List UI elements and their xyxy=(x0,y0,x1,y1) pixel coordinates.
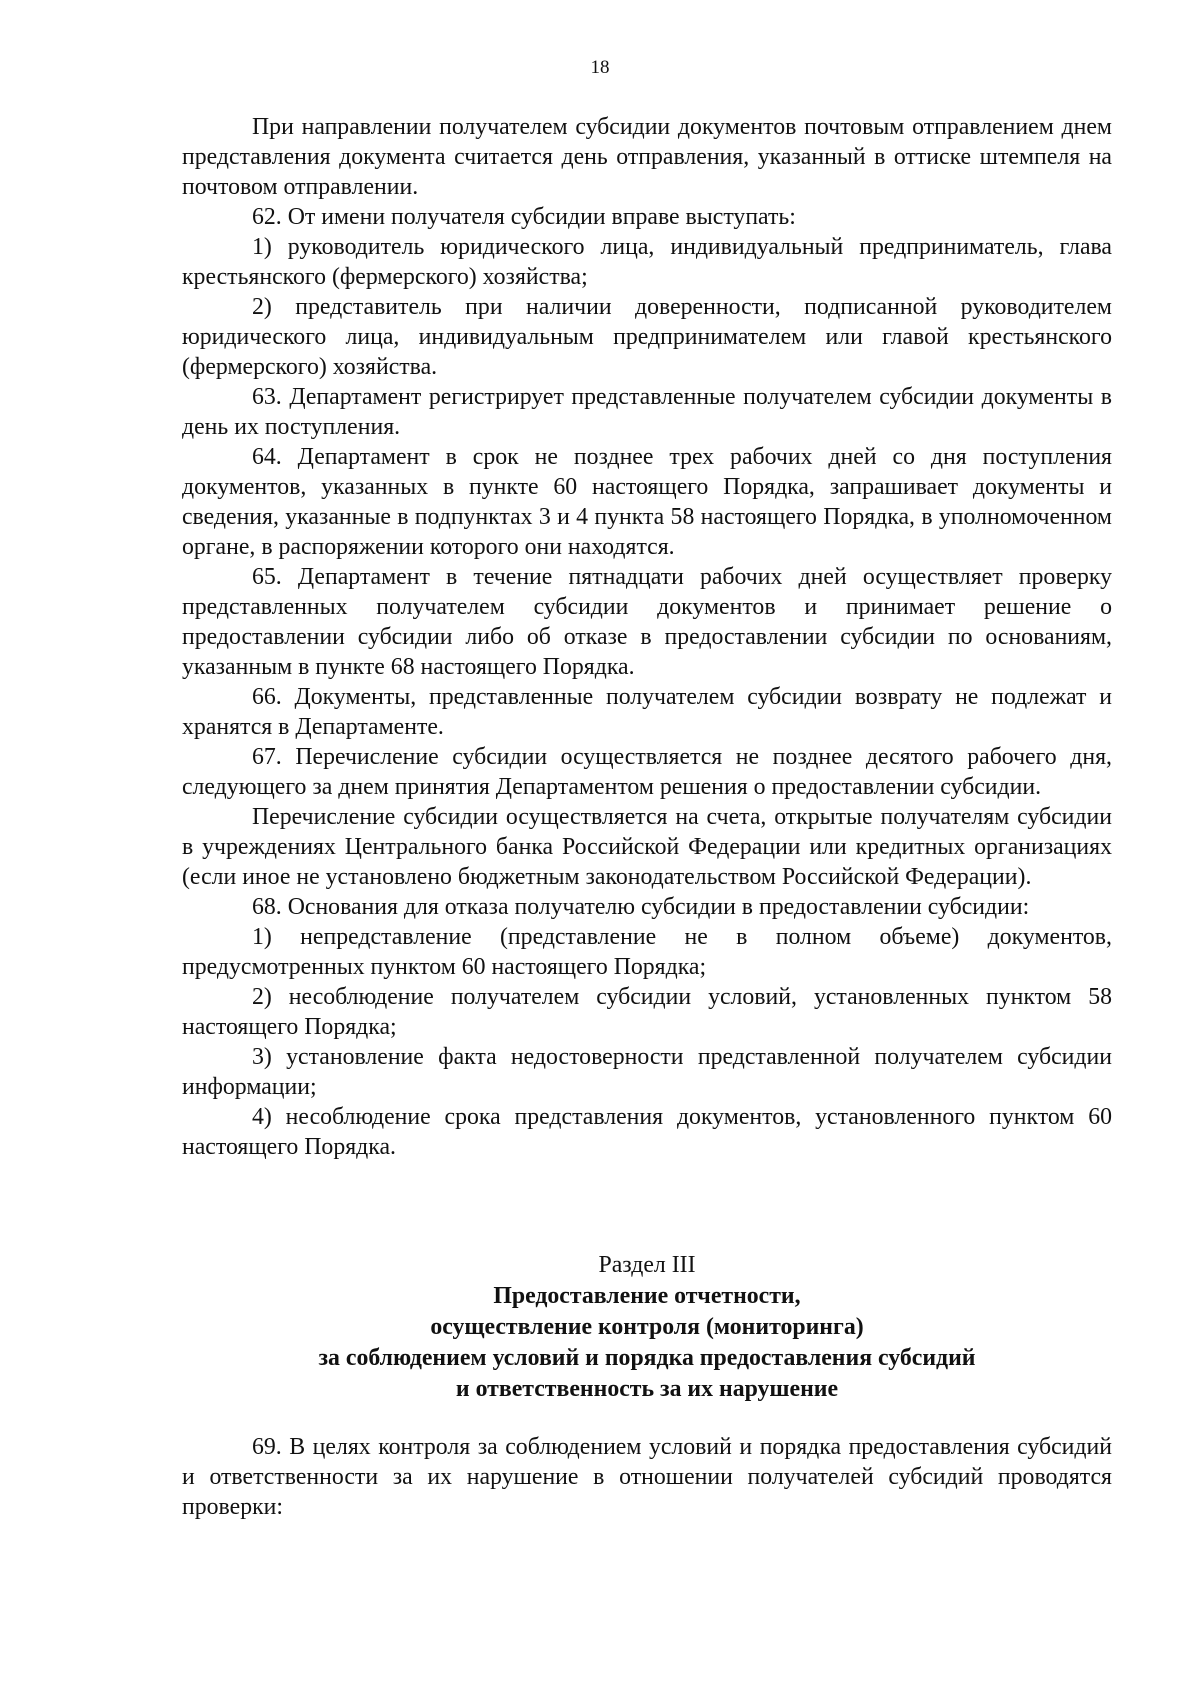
paragraph-66: 66. Документы, представленные получателем субсидии возврату не подлежат и хранятся в Департаменте. xyxy=(182,684,1112,740)
paragraph-67-accounts: Перечисление субсидии осуществляется на счета, открытые получателям субсидии в учреждениях Центрального банка Российской Федерации или кредитных организациях (если иное не установлено бюджетным законодательством Российской Федерации). xyxy=(182,804,1112,890)
section-title-line-2: осуществление контроля (мониторинга) xyxy=(430,1314,864,1340)
paragraph-62: 62. От имени получателя субсидии вправе выступать: xyxy=(252,204,796,230)
section-body xyxy=(182,1432,1112,1522)
paragraph-63: 63. Департамент регистрирует представленные получателем субсидии документы в день их поступления. xyxy=(182,384,1112,440)
paragraph-62-item-1: 1) руководитель юридического лица, индивидуальный предприниматель, глава крестьянского (фермерского) хозяйства; xyxy=(182,234,1112,290)
section-heading xyxy=(182,1250,1112,1405)
paragraph-62-item-2: 2) представитель при наличии доверенности, подписанной руководителем юридического лица, индивидуальным предпринимателем или главой крестьянского (фермерского) хозяйства. xyxy=(182,294,1112,380)
paragraph-68: 68. Основания для отказа получателю субсидии в предоставлении субсидии: xyxy=(252,894,1030,920)
section-title-line-4: и ответственность за их нарушение xyxy=(455,1376,839,1402)
document-body xyxy=(182,112,1112,1162)
section-title-line-3: за соблюдением условий и порядка предоставления субсидий xyxy=(318,1345,976,1371)
paragraph-69: 69. В целях контроля за соблюдением условий и порядка предоставления субсидий и ответственности за их нарушение в отношении получателей субсидий проводятся проверки: xyxy=(182,1434,1112,1520)
paragraph-64: 64. Департамент в срок не позднее трех рабочих дней со дня поступления документов, указанных в пункте 60 настоящего Порядка, запрашивает документы и сведения, указанные в подпунктах 3 и 4 пункта 58 настоящего Порядка, в уполномоченном органе, в распоряжении которого они находятся. xyxy=(182,444,1112,560)
paragraph-65: 65. Департамент в течение пятнадцати рабочих дней осуществляет проверку представленных получателем субсидии документов и принимает решение о предоставлении субсидии либо об отказе в предоставлении субсидии по основаниям, указанным в пункте 68 настоящего Порядка. xyxy=(182,564,1112,680)
section-title-line-1: Предоставление отчетности, xyxy=(493,1283,801,1309)
paragraph-68-item-2: 2) несоблюдение получателем субсидии условий, установленных пунктом 58 настоящего Порядка; xyxy=(182,984,1112,1040)
page-number: 18 xyxy=(590,57,610,78)
paragraph-68-item-1: 1) непредставление (представление не в полном объеме) документов, предусмотренных пунктом 60 настоящего Порядка; xyxy=(182,924,1112,980)
paragraph-postal-submission: При направлении получателем субсидии документов почтовым отправлением днем представления документа считается день отправления, указанный в оттиске штемпеля на почтовом отправлении. xyxy=(182,114,1112,200)
section-label: Раздел III xyxy=(598,1252,696,1278)
paragraph-67: 67. Перечисление субсидии осуществляется не позднее десятого рабочего дня, следующего за днем принятия Департаментом решения о предоставлении субсидии. xyxy=(182,744,1112,800)
paragraph-68-item-4: 4) несоблюдение срока представления документов, установленного пунктом 60 настоящего Порядка. xyxy=(182,1104,1112,1160)
paragraph-68-item-3: 3) установление факта недостоверности представленной получателем субсидии информации; xyxy=(182,1044,1112,1100)
